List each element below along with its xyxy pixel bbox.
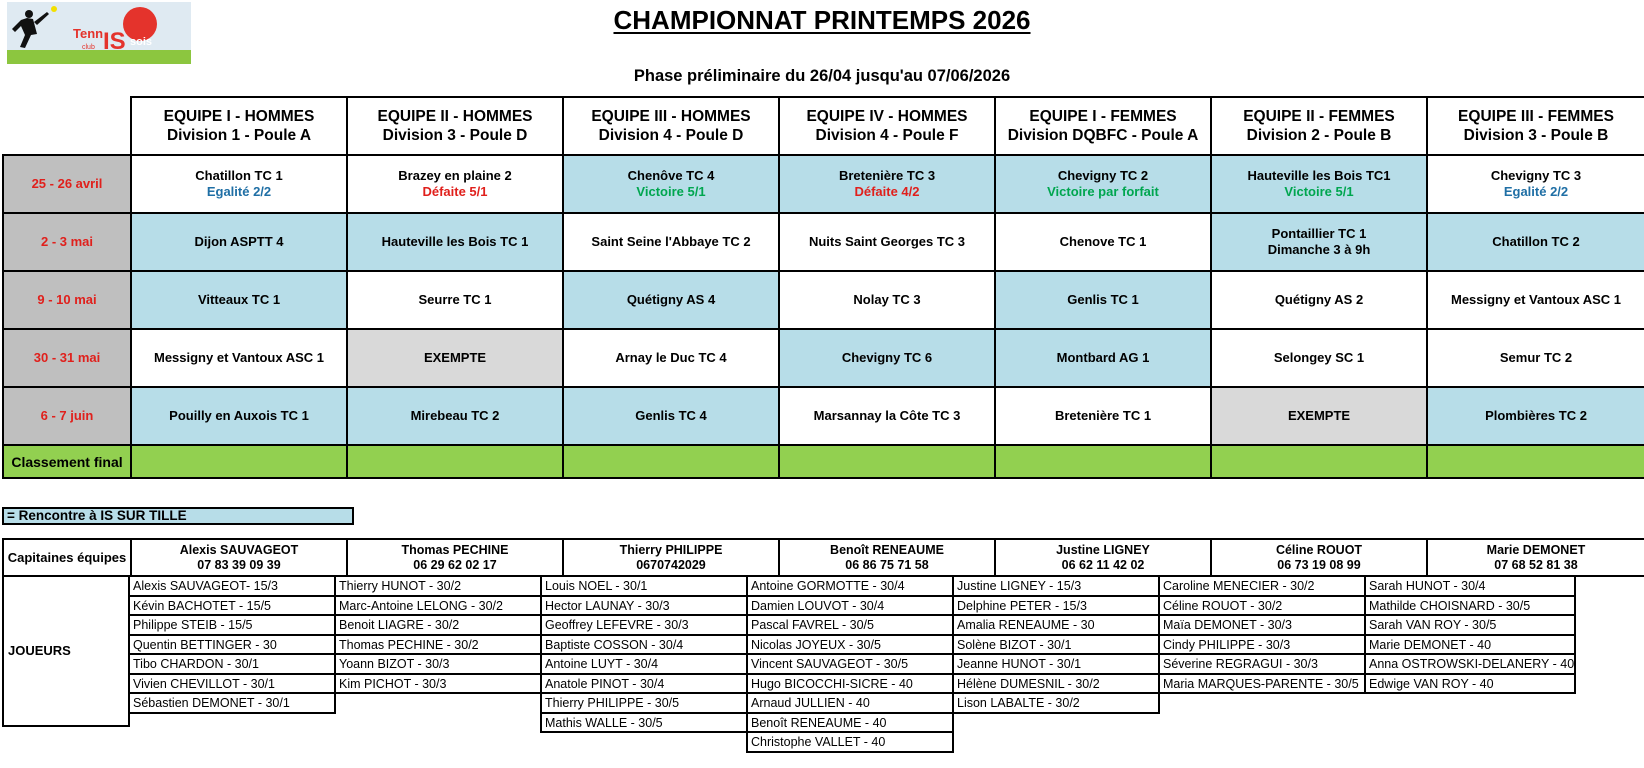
- logo-text-sois: sois: [130, 36, 153, 48]
- match-opponent: Chenôve TC 4: [627, 168, 715, 183]
- match-opponent: Chevigny TC 3: [1490, 168, 1582, 183]
- match-cell: [347, 155, 563, 213]
- player-entry: Baptiste COSSON - 30/4: [540, 636, 748, 656]
- match-result: Défaite 5/1: [422, 184, 488, 199]
- team-header: [1427, 97, 1644, 155]
- match-opponent: Genlis TC 1: [1067, 292, 1139, 307]
- player-entry: Justine LIGNEY - 15/3: [952, 577, 1160, 597]
- captain-cell: [563, 539, 779, 576]
- match-opponent: Quétigny AS 4: [626, 292, 716, 307]
- match-cell: [131, 271, 347, 329]
- player-entry: Kévin BACHOTET - 15/5: [128, 597, 336, 617]
- header-corner: [3, 97, 131, 155]
- match-opponent: Bretenière TC 3: [838, 168, 936, 183]
- final-ranking-row: [3, 445, 1644, 478]
- team-division: Division DQBFC - Poule A: [1007, 127, 1199, 144]
- match-cell: [347, 213, 563, 271]
- player-entry: Solène BIZOT - 30/1: [952, 636, 1160, 656]
- player-entry: Tibo CHARDON - 30/1: [128, 655, 336, 675]
- player-entry: Kim PICHOT - 30/3: [334, 675, 542, 695]
- match-cell: [131, 387, 347, 445]
- match-opponent: Arnay le Duc TC 4: [615, 350, 727, 365]
- team-name: EQUIPE III - FEMMES: [1458, 108, 1614, 125]
- captain-phone: 07 83 39 09 39: [197, 557, 281, 572]
- team-name: EQUIPE I - HOMMES: [163, 108, 315, 125]
- round-row: [3, 271, 1644, 329]
- player-list: [952, 577, 1160, 714]
- match-cell: [1427, 329, 1644, 387]
- player-entry: Marc-Antoine LELONG - 30/2: [334, 597, 542, 617]
- team-division: Division 1 - Poule A: [166, 127, 312, 144]
- player-entry: Lison LABALTE - 30/2: [952, 694, 1160, 714]
- captain-name: Marie DEMONET: [1486, 542, 1586, 557]
- match-result: Dimanche 3 à 9h: [1267, 242, 1371, 257]
- team-header: [563, 97, 779, 155]
- player-entry: Amalia RENEAUME - 30: [952, 616, 1160, 636]
- match-opponent: Chatillon TC 2: [1492, 234, 1580, 249]
- captain-phone: 06 86 75 71 58: [845, 557, 929, 572]
- final-ranking-cell: [1427, 445, 1644, 478]
- round-row: [3, 213, 1644, 271]
- match-opponent: Quétigny AS 2: [1274, 292, 1364, 307]
- match-cell: [347, 271, 563, 329]
- player-entry: Louis NOEL - 30/1: [540, 577, 748, 597]
- match-result: Egalité 2/2: [1503, 184, 1569, 199]
- player-list: [334, 577, 542, 694]
- player-entry: Antoine LUYT - 30/4: [540, 655, 748, 675]
- match-cell: [131, 329, 347, 387]
- match-opponent: Vitteaux TC 1: [197, 292, 281, 307]
- match-opponent: Selongey SC 1: [1273, 350, 1365, 365]
- match-opponent: Plombières TC 2: [1485, 408, 1587, 423]
- team-division: Division 2 - Poule B: [1246, 127, 1392, 144]
- match-cell: [995, 155, 1211, 213]
- match-cell: [131, 213, 347, 271]
- player-entry: Nicolas JOYEUX - 30/5: [746, 636, 954, 656]
- match-opponent: Chevigny TC 2: [1057, 168, 1149, 183]
- round-row: [3, 387, 1644, 445]
- match-opponent: Pouilly en Auxois TC 1: [169, 408, 309, 423]
- player-list: [128, 577, 336, 714]
- player-entry: Sarah HUNOT - 30/4: [1364, 577, 1576, 597]
- match-cell: [779, 271, 995, 329]
- team-header: [779, 97, 995, 155]
- team-name: EQUIPE III - HOMMES: [591, 108, 751, 125]
- match-result: Victoire par forfait: [1047, 184, 1159, 199]
- final-ranking-cell: [995, 445, 1211, 478]
- player-entry: Vivien CHEVILLOT - 30/1: [128, 675, 336, 695]
- player-entry: Maria MARQUES-PARENTE - 30/5: [1158, 675, 1366, 695]
- player-entry: Arnaud JULLIEN - 40: [746, 694, 954, 714]
- logo-text-tenn: Tenn: [73, 26, 104, 41]
- player-entry: Antoine GORMOTTE - 30/4: [746, 577, 954, 597]
- logo-text-club: club: [82, 44, 95, 51]
- final-ranking-cell: [347, 445, 563, 478]
- round-date: 30 - 31 mai: [3, 329, 131, 387]
- player-entry: Hélène DUMESNIL - 30/2: [952, 675, 1160, 695]
- team-division: Division 4 - Poule F: [815, 127, 959, 144]
- match-cell: [131, 155, 347, 213]
- player-entry: Benoit LIAGRE - 30/2: [334, 616, 542, 636]
- player-list: [540, 577, 748, 733]
- player-list: [746, 577, 954, 753]
- page-subtitle: Phase préliminaire du 26/04 jusqu'au 07/06/2026: [633, 67, 1011, 85]
- match-opponent: Chenove TC 1: [1059, 234, 1147, 249]
- player-entry: Pascal FAVREL - 30/5: [746, 616, 954, 636]
- player-entry: Céline ROUOT - 30/2: [1158, 597, 1366, 617]
- match-opponent: Hauteville les Bois TC 1: [381, 234, 529, 249]
- match-opponent: Brazey en plaine 2: [398, 168, 512, 183]
- players-label: [2, 575, 130, 727]
- player-entry: Anatole PINOT - 30/4: [540, 675, 748, 695]
- match-opponent: Chevigny TC 6: [841, 350, 933, 365]
- final-ranking-cell: [563, 445, 779, 478]
- player-entry: Maïa DEMONET - 30/3: [1158, 616, 1366, 636]
- captain-cell: [1211, 539, 1427, 576]
- captain-cell: [131, 539, 347, 576]
- match-cell: [995, 271, 1211, 329]
- player-list: [1364, 577, 1576, 694]
- match-opponent: Mirebeau TC 2: [410, 408, 500, 423]
- player-entry: Vincent SAUVAGEOT - 30/5: [746, 655, 954, 675]
- captains-table: [2, 538, 1644, 577]
- match-cell: [563, 155, 779, 213]
- player-entry: Cindy PHILIPPE - 30/3: [1158, 636, 1366, 656]
- captain-name: Alexis SAUVAGEOT: [179, 542, 299, 557]
- team-name: EQUIPE IV - HOMMES: [806, 108, 968, 125]
- final-ranking-cell: [779, 445, 995, 478]
- captain-phone: 0670742029: [636, 557, 706, 572]
- players-label-text: JOUEURS: [8, 642, 71, 658]
- team-name: EQUIPE II - HOMMES: [377, 108, 533, 125]
- team-header: [1211, 97, 1427, 155]
- match-result: Victoire 5/1: [636, 184, 706, 199]
- match-opponent: Semur TC 2: [1499, 350, 1573, 365]
- player-entry: Thierry PHILIPPE - 30/5: [540, 694, 748, 714]
- captain-cell: [779, 539, 995, 576]
- schedule-table: [2, 96, 1644, 479]
- player-entry: Hugo BICOCCHI-SICRE - 40: [746, 675, 954, 695]
- match-cell: [563, 329, 779, 387]
- player-entry: Hector LAUNAY - 30/3: [540, 597, 748, 617]
- logo-text-is: IS: [103, 28, 126, 55]
- page-title: CHAMPIONNAT PRINTEMPS 2026: [613, 5, 1031, 35]
- final-ranking-cell: [1211, 445, 1427, 478]
- player-entry: Delphine PETER - 15/3: [952, 597, 1160, 617]
- match-cell: [995, 387, 1211, 445]
- captain-cell: [1427, 539, 1644, 576]
- match-cell: [1211, 155, 1427, 213]
- match-cell: [563, 271, 779, 329]
- player-entry: Thierry HUNOT - 30/2: [334, 577, 542, 597]
- match-opponent: Bretenière TC 1: [1054, 408, 1152, 423]
- match-cell: [1211, 213, 1427, 271]
- team-division: Division 3 - Poule B: [1463, 127, 1609, 144]
- player-entry: Mathis WALLE - 30/5: [540, 714, 748, 734]
- match-cell: [779, 387, 995, 445]
- match-opponent: Hauteville les Bois TC1: [1247, 168, 1391, 183]
- player-entry: Damien LOUVOT - 30/4: [746, 597, 954, 617]
- round-row: [3, 155, 1644, 213]
- match-cell: [1211, 387, 1427, 445]
- captain-name: Justine LIGNEY: [1056, 542, 1150, 557]
- captain-cell: [995, 539, 1211, 576]
- captain-name: Thomas PECHINE: [401, 542, 509, 557]
- team-header: [347, 97, 563, 155]
- player-entry: Sarah VAN ROY - 30/5: [1364, 616, 1576, 636]
- match-opponent: Nolay TC 3: [853, 292, 921, 307]
- match-opponent: Messigny et Vantoux ASC 1: [1450, 292, 1621, 307]
- match-opponent: Marsannay la Côte TC 3: [813, 408, 961, 423]
- match-opponent: EXEMPTE: [423, 350, 487, 365]
- player-entry: Thomas PECHINE - 30/2: [334, 636, 542, 656]
- match-cell: [347, 387, 563, 445]
- player-list: [1158, 577, 1366, 694]
- player-entry: Geoffrey LEFEVRE - 30/3: [540, 616, 748, 636]
- captain-name: Benoît RENEAUME: [830, 542, 944, 557]
- final-ranking-label: Classement final: [3, 445, 131, 478]
- player-entry: Yoann BIZOT - 30/3: [334, 655, 542, 675]
- match-cell: [995, 329, 1211, 387]
- team-header: [131, 97, 347, 155]
- captain-phone: 07 68 52 81 38: [1494, 557, 1578, 572]
- match-result: Défaite 4/2: [854, 184, 920, 199]
- match-result: Victoire 5/1: [1284, 184, 1354, 199]
- player-entry: Philippe STEIB - 15/5: [128, 616, 336, 636]
- round-date: 9 - 10 mai: [3, 271, 131, 329]
- team-name: EQUIPE I - FEMMES: [1029, 108, 1177, 125]
- captains-label: Capitaines équipes: [3, 539, 131, 576]
- match-cell: [1427, 213, 1644, 271]
- round-date: 25 - 26 avril: [3, 155, 131, 213]
- match-cell: [1211, 329, 1427, 387]
- match-opponent: Pontaillier TC 1: [1271, 226, 1367, 241]
- player-entry: Mathilde CHOISNARD - 30/5: [1364, 597, 1576, 617]
- final-ranking-cell: [131, 445, 347, 478]
- match-cell: [1211, 271, 1427, 329]
- captain-name: Céline ROUOT: [1275, 542, 1363, 557]
- round-date: 6 - 7 juin: [3, 387, 131, 445]
- match-cell: [1427, 155, 1644, 213]
- captain-cell: [347, 539, 563, 576]
- player-entry: Benoît RENEAUME - 40: [746, 714, 954, 734]
- home-match-legend: = Rencontre à IS SUR TILLE: [2, 507, 354, 525]
- match-opponent: Dijon ASPTT 4: [194, 234, 284, 249]
- match-opponent: Montbard AG 1: [1056, 350, 1150, 365]
- team-name: EQUIPE II - FEMMES: [1243, 108, 1395, 125]
- player-entry: Séverine REGRAGUI - 30/3: [1158, 655, 1366, 675]
- team-header: [995, 97, 1211, 155]
- match-cell: [1427, 387, 1644, 445]
- player-entry: Christophe VALLET - 40: [746, 733, 954, 753]
- match-opponent: Nuits Saint Georges TC 3: [808, 234, 966, 249]
- round-row: [3, 329, 1644, 387]
- player-entry: Alexis SAUVAGEOT- 15/3: [128, 577, 336, 597]
- match-opponent: Saint Seine l'Abbaye TC 2: [591, 234, 751, 249]
- round-date: 2 - 3 mai: [3, 213, 131, 271]
- match-result: Egalité 2/2: [206, 184, 272, 199]
- team-division: Division 3 - Poule D: [382, 127, 528, 144]
- captain-name: Thierry PHILIPPE: [619, 542, 723, 557]
- match-cell: [347, 329, 563, 387]
- player-entry: Edwige VAN ROY - 40: [1364, 675, 1576, 695]
- match-cell: [779, 329, 995, 387]
- match-cell: [779, 213, 995, 271]
- captain-phone: 06 62 11 42 02: [1061, 557, 1145, 572]
- match-cell: [1427, 271, 1644, 329]
- captain-phone: 06 73 19 08 99: [1277, 557, 1361, 572]
- team-division: Division 4 - Poule D: [598, 127, 744, 144]
- match-opponent: Seurre TC 1: [418, 292, 492, 307]
- player-entry: Marie DEMONET - 40: [1364, 636, 1576, 656]
- player-entry: Caroline MENECIER - 30/2: [1158, 577, 1366, 597]
- player-entry: Anna OSTROWSKI-DELANERY - 40: [1364, 655, 1576, 675]
- player-entry: Sébastien DEMONET - 30/1: [128, 694, 336, 714]
- match-cell: [779, 155, 995, 213]
- match-opponent: Chatillon TC 1: [195, 168, 283, 183]
- match-opponent: Genlis TC 4: [635, 408, 707, 423]
- player-entry: Quentin BETTINGER - 30: [128, 636, 336, 656]
- captain-phone: 06 29 62 02 17: [413, 557, 497, 572]
- match-opponent: Messigny et Vantoux ASC 1: [153, 350, 324, 365]
- match-opponent: EXEMPTE: [1287, 408, 1351, 423]
- player-entry: Jeanne HUNOT - 30/1: [952, 655, 1160, 675]
- match-cell: [563, 213, 779, 271]
- match-cell: [563, 387, 779, 445]
- match-cell: [995, 213, 1211, 271]
